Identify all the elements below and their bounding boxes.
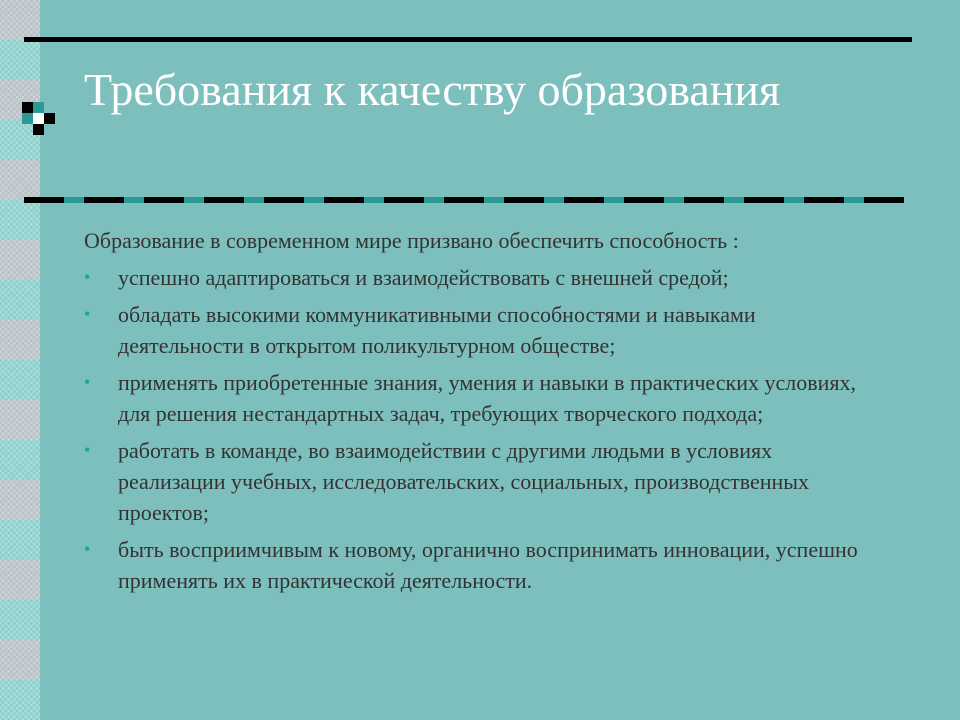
slide-title: Требования к качеству образования	[84, 64, 781, 115]
bullet-text: работать в команде, во взаимодействии с другими людьми в условиях реализации учебных, исследовательских, социальных, производственных проектов;	[118, 438, 810, 525]
intro-text: Образование в современном мире призвано обеспечить способность :	[84, 228, 739, 253]
bullet-icon: •	[84, 372, 91, 392]
bullet-list	[84, 262, 884, 596]
slide-body	[84, 226, 884, 596]
bullet-icon: •	[84, 539, 91, 559]
bullet-icon: •	[84, 267, 91, 287]
bullet-text: успешно адаптироваться и взаимодействовать с внешней средой;	[118, 265, 729, 290]
corner-squares-decoration	[22, 102, 56, 136]
list-item	[84, 534, 884, 596]
bullet-text: обладать высокими коммуникативными способностями и навыками деятельности в открытом поликультурном обществе;	[118, 302, 756, 358]
bullet-icon: •	[84, 304, 91, 324]
bullet-text: применять приобретенные знания, умения и навыки в практических условиях, для решения нестандартных задач, требующих творческого подхода;	[118, 370, 856, 426]
list-item	[84, 299, 884, 361]
bullet-icon: •	[84, 440, 91, 460]
list-item	[84, 435, 884, 528]
bullet-text: быть восприимчивым к новому, органично воспринимать инновации, успешно применять их в практической деятельности.	[118, 537, 858, 593]
top-divider-line	[24, 37, 912, 42]
list-item	[84, 367, 884, 429]
list-item	[84, 262, 884, 293]
title-divider-line	[24, 197, 904, 203]
